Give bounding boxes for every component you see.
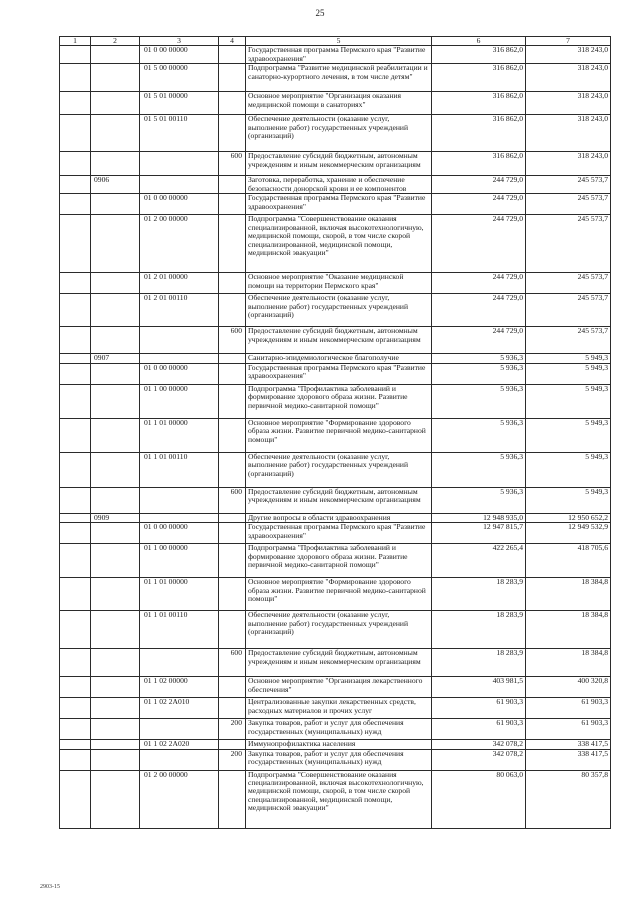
amount-year-1-cell: 244 729,0	[432, 327, 526, 354]
expense-type-cell: 600	[219, 649, 246, 677]
expense-type-cell: 600	[219, 152, 246, 176]
amount-year-1-cell: 342 078,2	[432, 740, 526, 749]
expense-type-cell: 600	[219, 327, 246, 354]
column-1-cell	[60, 523, 91, 544]
item-name-cell: Предоставление субсидий бюджетным, автономным учреждениям и иным некоммерческим организациям	[246, 487, 432, 513]
expense-type-cell	[219, 384, 246, 418]
expense-type-cell	[219, 677, 246, 698]
amount-year-1-cell: 61 903,3	[432, 719, 526, 740]
section-code-cell	[91, 152, 140, 176]
expense-type-cell	[219, 273, 246, 294]
item-name-cell: Подпрограмма "Совершенствование оказания специализированной, включая высокотехнологичную, медицинской помощи, скорой, в том числе скорой специализированной, медицинской помощи, медицинской эвакуации"	[246, 215, 432, 273]
target-code-cell: 01 0 00 00000	[140, 363, 219, 384]
budget-table	[59, 36, 611, 829]
amount-year-1-cell: 18 283,9	[432, 578, 526, 611]
amount-year-2-cell: 18 384,8	[526, 578, 611, 611]
amount-year-2-cell: 245 573,7	[526, 327, 611, 354]
amount-year-2-cell: 318 243,0	[526, 152, 611, 176]
item-name-cell: Основное мероприятие "Формирование здорового образа жизни. Развитие первичной медико-санитарной помощи"	[246, 418, 432, 452]
target-code-cell: 01 1 01 00000	[140, 418, 219, 452]
table-row	[60, 544, 611, 578]
header-cell: 2	[91, 37, 140, 46]
table-row	[60, 578, 611, 611]
table-row	[60, 384, 611, 418]
item-name-cell: Государственная программа Пермского края "Развитие здравоохранения"	[246, 46, 432, 64]
target-code-cell: 01 1 01 00000	[140, 578, 219, 611]
section-code-cell	[91, 749, 140, 770]
section-code-cell	[91, 677, 140, 698]
amount-year-2-cell: 400 320,8	[526, 677, 611, 698]
amount-year-1-cell: 61 903,3	[432, 698, 526, 719]
column-1-cell	[60, 294, 91, 327]
table-row	[60, 273, 611, 294]
amount-year-1-cell: 18 283,9	[432, 611, 526, 649]
amount-year-2-cell: 418 705,6	[526, 544, 611, 578]
target-code-cell	[140, 176, 219, 194]
target-code-cell: 01 1 00 00000	[140, 544, 219, 578]
section-code-cell	[91, 452, 140, 487]
header-cell: 4	[219, 37, 246, 46]
target-code-cell	[140, 513, 219, 522]
section-code-cell	[91, 46, 140, 64]
expense-type-cell	[219, 354, 246, 363]
amount-year-1-cell: 12 948 935,0	[432, 513, 526, 522]
item-name-cell: Подпрограмма "Профилактика заболеваний и формирование здорового образа жизни. Развитие первичной медико-санитарной помощи"	[246, 544, 432, 578]
expense-type-cell	[219, 363, 246, 384]
target-code-cell: 01 2 00 00000	[140, 770, 219, 828]
amount-year-2-cell: 318 243,0	[526, 115, 611, 152]
item-name-cell: Подпрограмма "Совершенствование оказания специализированной, включая высокотехнологичную, медицинской помощи, скорой, в том числе скорой специализированной, медицинской помощи, медицинской эвакуации"	[246, 770, 432, 828]
column-1-cell	[60, 698, 91, 719]
table-row	[60, 115, 611, 152]
amount-year-1-cell: 244 729,0	[432, 294, 526, 327]
column-1-cell	[60, 354, 91, 363]
expense-type-cell	[219, 115, 246, 152]
expense-type-cell	[219, 64, 246, 92]
table-row	[60, 677, 611, 698]
column-1-cell	[60, 452, 91, 487]
amount-year-2-cell: 80 357,8	[526, 770, 611, 828]
expense-type-cell	[219, 770, 246, 828]
footer-code: 2903-15	[40, 884, 60, 890]
section-code-cell	[91, 578, 140, 611]
amount-year-1-cell: 244 729,0	[432, 273, 526, 294]
target-code-cell	[140, 327, 219, 354]
page-number: 25	[315, 8, 325, 18]
expense-type-cell: 600	[219, 487, 246, 513]
expense-type-cell	[219, 294, 246, 327]
table-row	[60, 611, 611, 649]
amount-year-2-cell: 338 417,5	[526, 749, 611, 770]
expense-type-cell	[219, 215, 246, 273]
table-row	[60, 740, 611, 749]
section-code-cell	[91, 487, 140, 513]
column-1-cell	[60, 749, 91, 770]
column-1-cell	[60, 46, 91, 64]
section-code-cell	[91, 740, 140, 749]
amount-year-1-cell: 5 936,3	[432, 418, 526, 452]
target-code-cell: 01 1 01 00110	[140, 452, 219, 487]
section-code-cell	[91, 649, 140, 677]
amount-year-2-cell: 245 573,7	[526, 215, 611, 273]
table-row	[60, 363, 611, 384]
target-code-cell: 01 2 01 00000	[140, 273, 219, 294]
column-1-cell	[60, 578, 91, 611]
target-code-cell	[140, 354, 219, 363]
amount-year-2-cell: 61 903,3	[526, 698, 611, 719]
section-code-cell	[91, 294, 140, 327]
expense-type-cell	[219, 452, 246, 487]
amount-year-2-cell: 5 949,3	[526, 418, 611, 452]
section-code-cell	[91, 523, 140, 544]
expense-type-cell	[219, 740, 246, 749]
section-code-cell	[91, 92, 140, 115]
amount-year-2-cell: 318 243,0	[526, 46, 611, 64]
target-code-cell: 01 2 01 00110	[140, 294, 219, 327]
table-row	[60, 487, 611, 513]
column-1-cell	[60, 513, 91, 522]
expense-type-cell	[219, 523, 246, 544]
expense-type-cell	[219, 176, 246, 194]
target-code-cell: 01 1 01 00110	[140, 611, 219, 649]
target-code-cell: 01 0 00 00000	[140, 46, 219, 64]
table-row	[60, 215, 611, 273]
section-code-cell: 0906	[91, 176, 140, 194]
amount-year-2-cell: 5 949,3	[526, 363, 611, 384]
item-name-cell: Обеспечение деятельности (оказание услуг, выполнение работ) государственных учреждений (организаций)	[246, 452, 432, 487]
amount-year-1-cell: 5 936,3	[432, 487, 526, 513]
item-name-cell: Обеспечение деятельности (оказание услуг, выполнение работ) государственных учреждений (организаций)	[246, 611, 432, 649]
table-row	[60, 719, 611, 740]
amount-year-1-cell: 403 981,5	[432, 677, 526, 698]
target-code-cell	[140, 749, 219, 770]
item-name-cell: Предоставление субсидий бюджетным, автономным учреждениям и иным некоммерческим организациям	[246, 649, 432, 677]
item-name-cell: Санитарно-эпидемиологическое благополучие	[246, 354, 432, 363]
target-code-cell: 01 5 01 00110	[140, 115, 219, 152]
amount-year-2-cell: 245 573,7	[526, 294, 611, 327]
item-name-cell: Основное мероприятие "Оказание медицинской помощи на территории Пермского края"	[246, 273, 432, 294]
amount-year-2-cell: 245 573,7	[526, 176, 611, 194]
item-name-cell: Государственная программа Пермского края "Развитие здравоохранения"	[246, 523, 432, 544]
table-row	[60, 64, 611, 92]
column-1-cell	[60, 152, 91, 176]
section-code-cell	[91, 418, 140, 452]
table-row	[60, 92, 611, 115]
section-code-cell: 0909	[91, 513, 140, 522]
expense-type-cell	[219, 544, 246, 578]
column-1-cell	[60, 740, 91, 749]
item-name-cell: Государственная программа Пермского края "Развитие здравоохранения"	[246, 194, 432, 215]
column-1-cell	[60, 384, 91, 418]
section-code-cell	[91, 770, 140, 828]
item-name-cell: Иммунопрофилактика населения	[246, 740, 432, 749]
amount-year-2-cell: 12 949 532,9	[526, 523, 611, 544]
amount-year-1-cell: 80 063,0	[432, 770, 526, 828]
target-code-cell: 01 2 00 00000	[140, 215, 219, 273]
table-row	[60, 194, 611, 215]
section-code-cell	[91, 273, 140, 294]
item-name-cell: Основное мероприятие "Организация оказания медицинской помощи в санаториях"	[246, 92, 432, 115]
item-name-cell: Предоставление субсидий бюджетным, автономным учреждениям и иным некоммерческим организациям	[246, 152, 432, 176]
section-code-cell: 0907	[91, 354, 140, 363]
target-code-cell: 01 0 00 00000	[140, 523, 219, 544]
column-1-cell	[60, 487, 91, 513]
item-name-cell: Обеспечение деятельности (оказание услуг, выполнение работ) государственных учреждений (организаций)	[246, 115, 432, 152]
amount-year-1-cell: 244 729,0	[432, 194, 526, 215]
column-1-cell	[60, 64, 91, 92]
amount-year-1-cell: 316 862,0	[432, 152, 526, 176]
table-header-row	[60, 37, 611, 46]
item-name-cell: Централизованные закупки лекарственных средств, расходных материалов и прочих услуг	[246, 698, 432, 719]
header-cell: 7	[526, 37, 611, 46]
amount-year-2-cell: 245 573,7	[526, 273, 611, 294]
header-cell: 6	[432, 37, 526, 46]
amount-year-1-cell: 342 078,2	[432, 749, 526, 770]
section-code-cell	[91, 194, 140, 215]
table-row	[60, 452, 611, 487]
amount-year-2-cell: 5 949,3	[526, 354, 611, 363]
table-row	[60, 418, 611, 452]
section-code-cell	[91, 611, 140, 649]
item-name-cell: Заготовка, переработка, хранение и обеспечение безопасности донорской крови и ее компонентов	[246, 176, 432, 194]
expense-type-cell	[219, 513, 246, 522]
item-name-cell: Основное мероприятие "Формирование здорового образа жизни. Развитие первичной медико-санитарной помощи"	[246, 578, 432, 611]
expense-type-cell	[219, 578, 246, 611]
amount-year-2-cell: 318 243,0	[526, 92, 611, 115]
column-1-cell	[60, 327, 91, 354]
header-cell: 3	[140, 37, 219, 46]
item-name-cell: Подпрограмма "Профилактика заболеваний и формирование здорового образа жизни. Развитие первичной медико-санитарной помощи"	[246, 384, 432, 418]
amount-year-1-cell: 18 283,9	[432, 649, 526, 677]
table-row	[60, 176, 611, 194]
column-1-cell	[60, 649, 91, 677]
amount-year-1-cell: 316 862,0	[432, 115, 526, 152]
table-row	[60, 46, 611, 64]
amount-year-2-cell: 318 243,0	[526, 64, 611, 92]
column-1-cell	[60, 363, 91, 384]
amount-year-2-cell: 5 949,3	[526, 487, 611, 513]
expense-type-cell	[219, 46, 246, 64]
expense-type-cell: 200	[219, 749, 246, 770]
amount-year-1-cell: 244 729,0	[432, 176, 526, 194]
amount-year-2-cell: 18 384,8	[526, 649, 611, 677]
table-row	[60, 354, 611, 363]
section-code-cell	[91, 384, 140, 418]
section-code-cell	[91, 215, 140, 273]
amount-year-2-cell: 12 950 652,2	[526, 513, 611, 522]
section-code-cell	[91, 115, 140, 152]
column-1-cell	[60, 194, 91, 215]
target-code-cell: 01 5 01 00000	[140, 92, 219, 115]
section-code-cell	[91, 544, 140, 578]
amount-year-1-cell: 244 729,0	[432, 215, 526, 273]
expense-type-cell	[219, 698, 246, 719]
target-code-cell	[140, 487, 219, 513]
target-code-cell	[140, 152, 219, 176]
column-1-cell	[60, 176, 91, 194]
column-1-cell	[60, 770, 91, 828]
item-name-cell: Закупка товаров, работ и услуг для обеспечения государственных (муниципальных) нужд	[246, 719, 432, 740]
expense-type-cell	[219, 92, 246, 115]
table-row	[60, 523, 611, 544]
column-1-cell	[60, 719, 91, 740]
expense-type-cell: 200	[219, 719, 246, 740]
amount-year-1-cell: 422 265,4	[432, 544, 526, 578]
table-row	[60, 770, 611, 828]
section-code-cell	[91, 64, 140, 92]
target-code-cell: 01 1 02 2А020	[140, 740, 219, 749]
amount-year-1-cell: 5 936,3	[432, 354, 526, 363]
table-row	[60, 513, 611, 522]
column-1-cell	[60, 215, 91, 273]
table-row	[60, 294, 611, 327]
target-code-cell: 01 1 00 00000	[140, 384, 219, 418]
target-code-cell: 01 5 00 00000	[140, 64, 219, 92]
item-name-cell: Другие вопросы в области здравоохранения	[246, 513, 432, 522]
amount-year-2-cell: 61 903,3	[526, 719, 611, 740]
item-name-cell: Подпрограмма "Развитие медицинской реабилитации и санаторно-курортного лечения, в том числе детям"	[246, 64, 432, 92]
item-name-cell: Обеспечение деятельности (оказание услуг, выполнение работ) государственных учреждений (организаций)	[246, 294, 432, 327]
amount-year-2-cell: 338 417,5	[526, 740, 611, 749]
target-code-cell: 01 1 02 2А010	[140, 698, 219, 719]
target-code-cell	[140, 649, 219, 677]
amount-year-1-cell: 5 936,3	[432, 384, 526, 418]
amount-year-1-cell: 5 936,3	[432, 452, 526, 487]
expense-type-cell	[219, 194, 246, 215]
amount-year-1-cell: 316 862,0	[432, 46, 526, 64]
amount-year-2-cell: 245 573,7	[526, 194, 611, 215]
amount-year-2-cell: 5 949,3	[526, 384, 611, 418]
item-name-cell: Основное мероприятие "Организация лекарственного обеспечения"	[246, 677, 432, 698]
target-code-cell: 01 0 00 00000	[140, 194, 219, 215]
section-code-cell	[91, 327, 140, 354]
column-1-cell	[60, 677, 91, 698]
header-cell: 5	[246, 37, 432, 46]
amount-year-1-cell: 316 862,0	[432, 92, 526, 115]
column-1-cell	[60, 92, 91, 115]
target-code-cell: 01 1 02 00000	[140, 677, 219, 698]
expense-type-cell	[219, 611, 246, 649]
amount-year-1-cell: 316 862,0	[432, 64, 526, 92]
header-cell: 1	[60, 37, 91, 46]
target-code-cell	[140, 719, 219, 740]
column-1-cell	[60, 418, 91, 452]
section-code-cell	[91, 719, 140, 740]
table-row	[60, 749, 611, 770]
section-code-cell	[91, 698, 140, 719]
amount-year-1-cell: 5 936,3	[432, 363, 526, 384]
column-1-cell	[60, 611, 91, 649]
amount-year-2-cell: 18 384,8	[526, 611, 611, 649]
column-1-cell	[60, 115, 91, 152]
item-name-cell: Предоставление субсидий бюджетным, автономным учреждениям и иным некоммерческим организациям	[246, 327, 432, 354]
column-1-cell	[60, 544, 91, 578]
table-row	[60, 698, 611, 719]
expense-type-cell	[219, 418, 246, 452]
amount-year-2-cell: 5 949,3	[526, 452, 611, 487]
item-name-cell: Государственная программа Пермского края "Развитие здравоохранения"	[246, 363, 432, 384]
item-name-cell: Закупка товаров, работ и услуг для обеспечения государственных (муниципальных) нужд	[246, 749, 432, 770]
table-row	[60, 649, 611, 677]
column-1-cell	[60, 273, 91, 294]
table-row	[60, 327, 611, 354]
amount-year-1-cell: 12 947 815,7	[432, 523, 526, 544]
table-row	[60, 152, 611, 176]
section-code-cell	[91, 363, 140, 384]
